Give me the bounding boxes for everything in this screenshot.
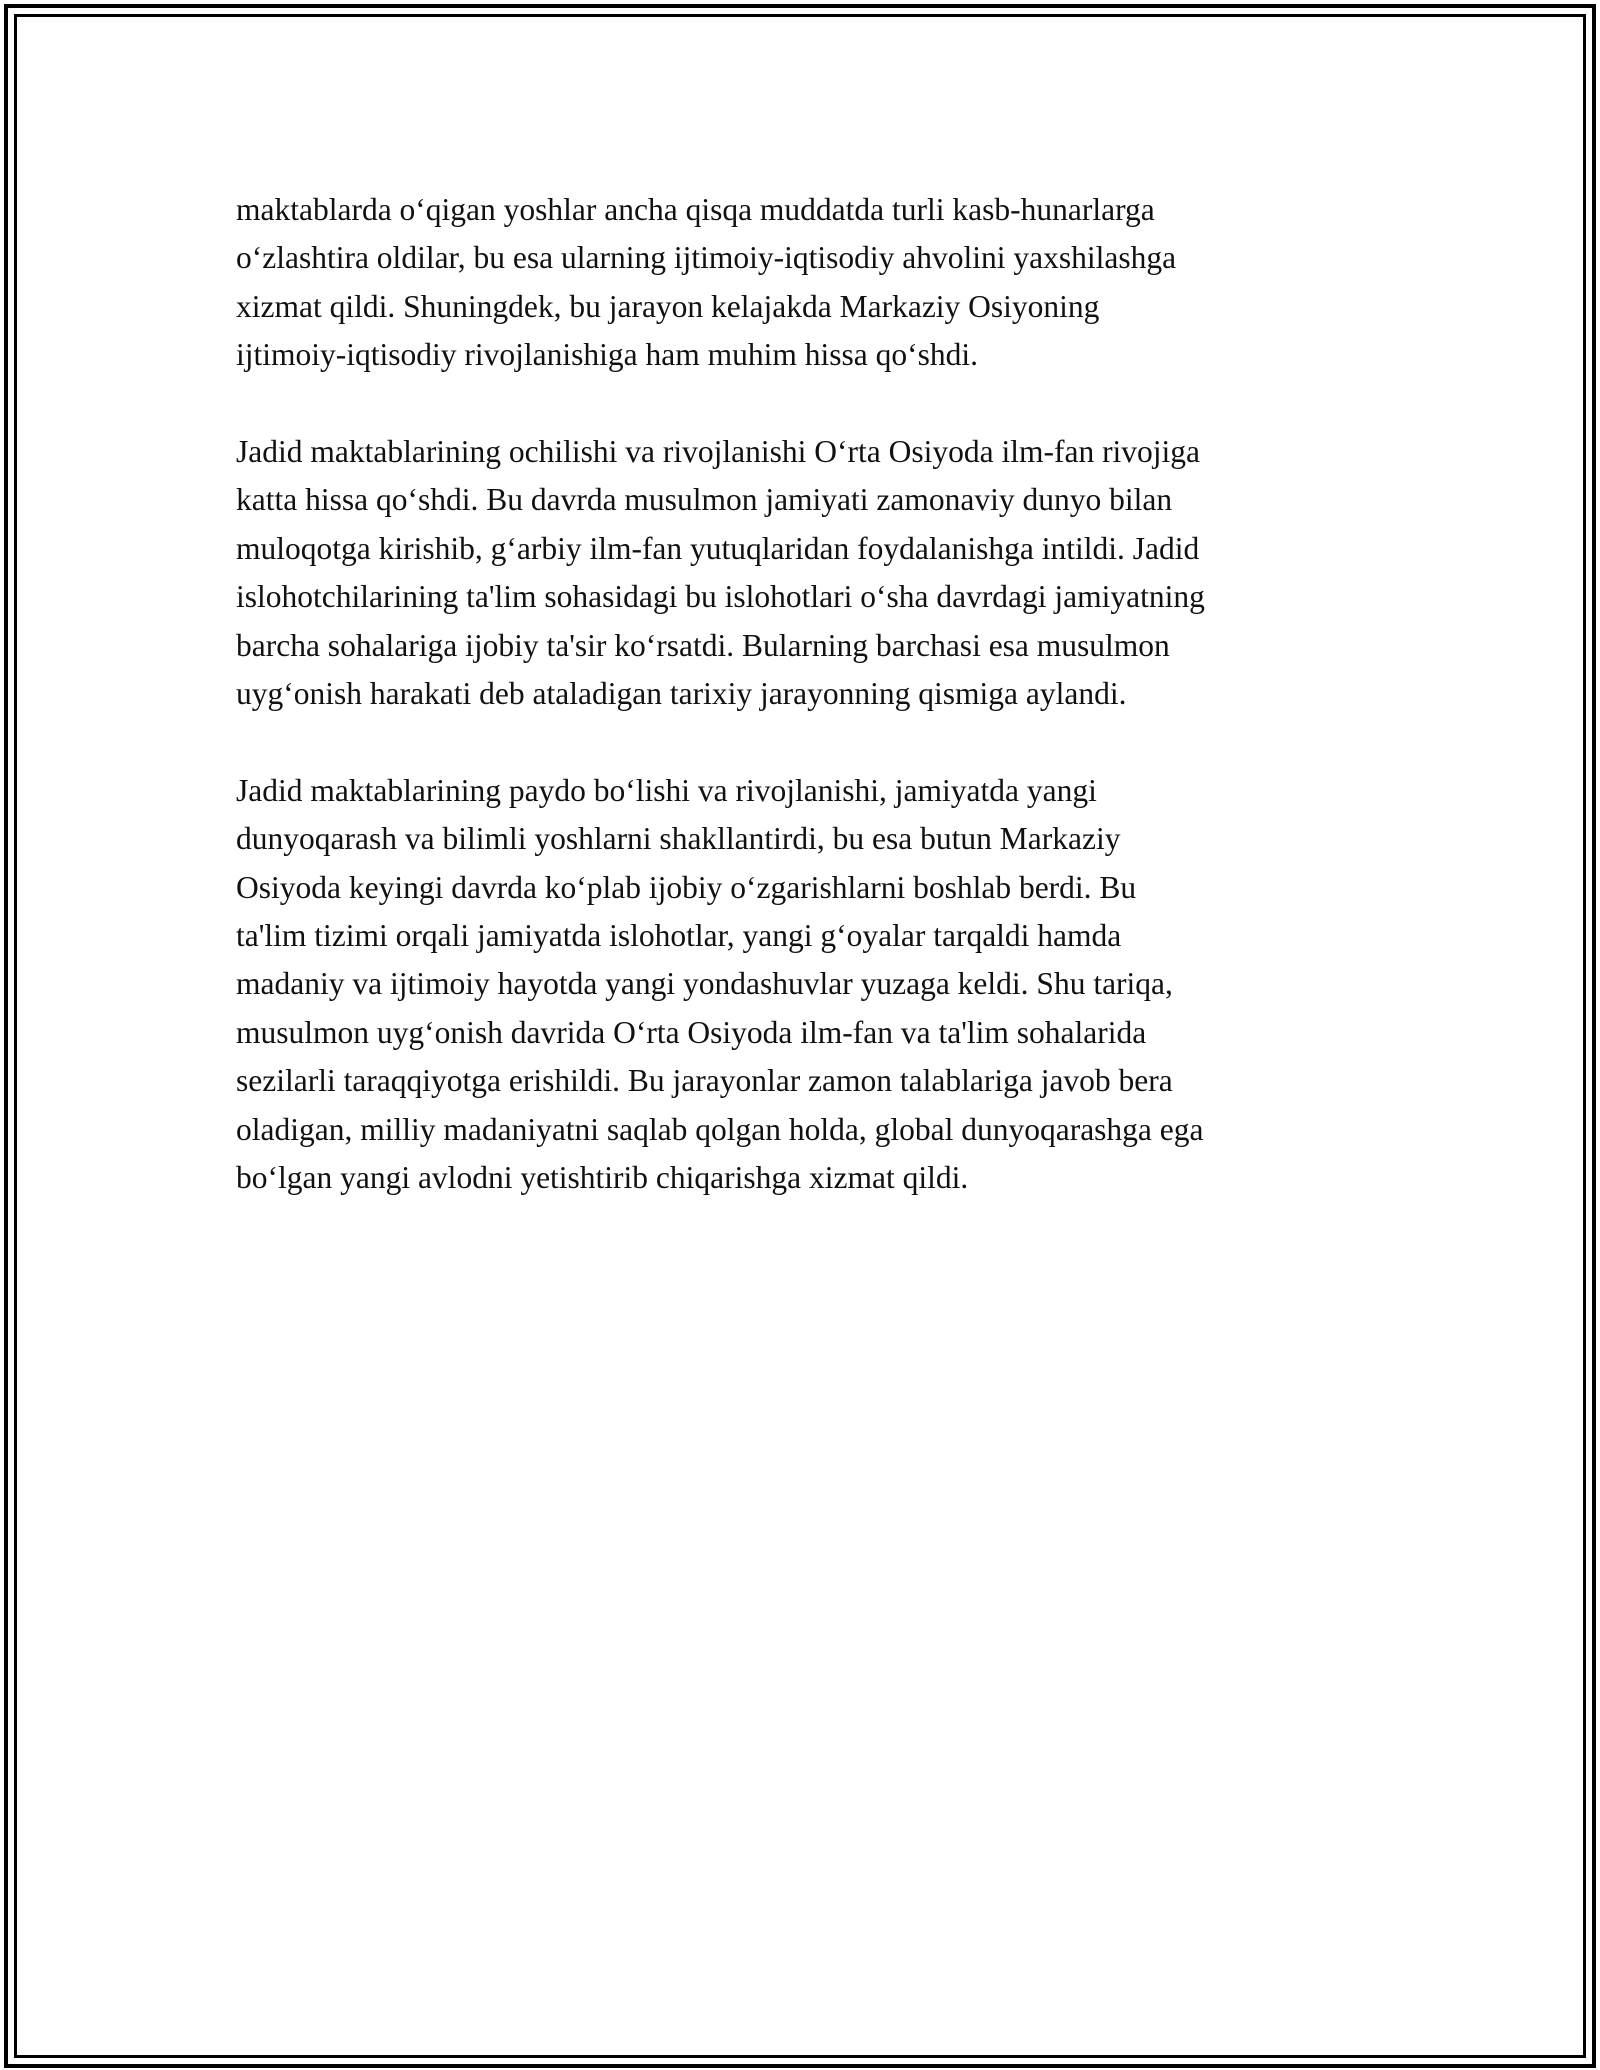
paragraph-2	[236, 428, 1376, 718]
text-line: muloqotga kirishib, g‘arbiy ilm-fan yutuqlaridan foydalanishga intildi. Jadid	[236, 530, 1200, 566]
text-line: ijtimoiy-iqtisodiy rivojlanishiga ham muhim hissa qo‘shdi.	[236, 337, 978, 373]
text-line: Jadid maktablarining paydo bo‘lishi va rivojlanishi, jamiyatda yangi	[236, 772, 1097, 808]
document-body	[236, 186, 1376, 1251]
text-line: Osiyoda keyingi davrda ko‘plab ijobiy o‘zgarishlarni boshlab berdi. Bu	[236, 869, 1137, 905]
text-line: katta hissa qo‘shdi. Bu davrda musulmon jamiyati zamonaviy dunyo bilan	[236, 482, 1173, 518]
text-line: xizmat qildi. Shuningdek, bu jarayon kelajakda Markaziy Osiyoning	[236, 288, 1100, 324]
text-line: maktablarda o‘qigan yoshlar ancha qisqa muddatda turli kasb-hunarlarga	[236, 192, 1155, 227]
text-line: oladigan, milliy madaniyatni saqlab qolgan holda, global dunyoqarashga ega	[236, 1111, 1204, 1147]
text-line: uyg‘onish harakati deb ataladigan tarixiy jarayonning qismiga aylandi.	[236, 676, 1127, 712]
text-line: bo‘lgan yangi avlodni yetishtirib chiqarishga xizmat qildi.	[236, 1160, 969, 1196]
text-line: islohotchilarining ta'lim sohasidagi bu islohotlari o‘sha davrdagi jamiyatning	[236, 579, 1205, 615]
text-line: o‘zlashtira oldilar, bu esa ularning ijtimoiy-iqtisodiy ahvolini yaxshilashga	[236, 240, 1177, 276]
text-line: Jadid maktablarining ochilishi va rivojlanishi O‘rta Osiyoda ilm-fan rivojiga	[236, 434, 1201, 470]
text-line: ta'lim tizimi orqali jamiyatda islohotlar, yangi g‘oyalar tarqaldi hamda	[236, 918, 1122, 954]
text-line: dunyoqarash va bilimli yoshlarni shakllantirdi, bu esa butun Markaziy	[236, 821, 1121, 857]
text-line: sezilarli taraqqiyotga erishildi. Bu jarayonlar zamon talablariga javob bera	[236, 1063, 1173, 1099]
text-line: madaniy va ijtimoiy hayotda yangi yondashuvlar yuzaga keldi. Shu tariqa,	[236, 966, 1173, 1002]
paragraph-3	[236, 767, 1376, 1203]
text-line: barcha sohalariga ijobiy ta'sir ko‘rsatdi. Bularning barchasi esa musulmon	[236, 627, 1170, 663]
paragraph-1	[236, 186, 1376, 380]
text-line: musulmon uyg‘onish davrida O‘rta Osiyoda ilm-fan va ta'lim sohalarida	[236, 1014, 1147, 1050]
